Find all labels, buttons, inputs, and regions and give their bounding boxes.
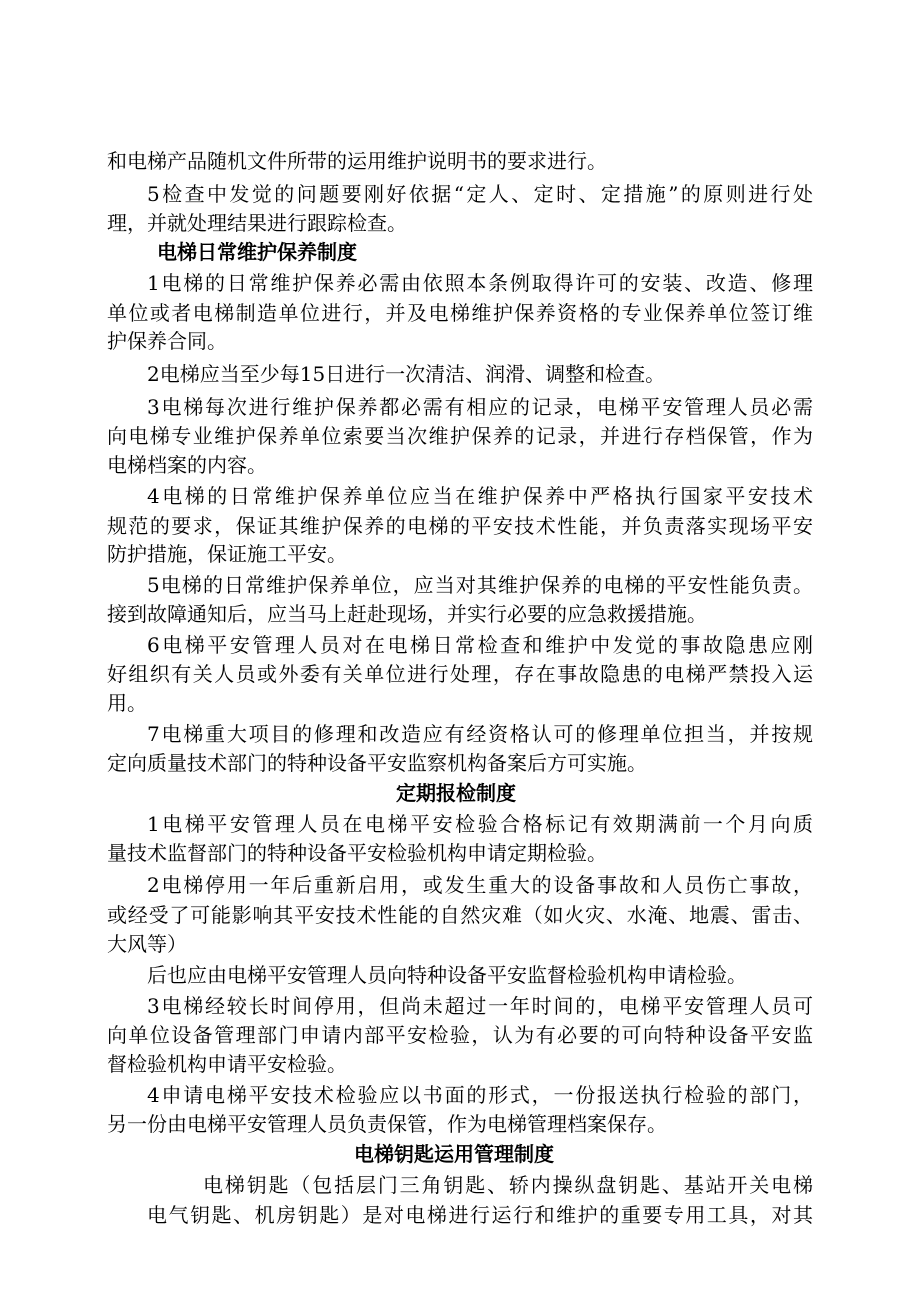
paragraph-line: 2电梯停用一年后重新启用，或发生重大的设备事故和人员伤亡事故， [147, 873, 813, 897]
paragraph-line: 1电梯的日常维护保养必需由依照本条例取得许可的安装、改造、修理 [147, 271, 813, 295]
paragraph-line: 好组织有关人员或外委有关单位进行处理，存在事故隐患的电梯严禁投入运 [107, 662, 813, 686]
section-heading-periodic-inspection: 定期报检制度 [396, 781, 516, 805]
paragraph-line: 电梯钥匙（包括层门三角钥匙、轿内操纵盘钥匙、基站开关电梯 [203, 1173, 813, 1197]
paragraph-line: 7电梯重大项目的修理和改造应有经资格认可的修理单位担当，并按规 [147, 722, 813, 746]
paragraph-line: 接到故障通知后，应当马上赶赴现场，并实行必要的应急救援措施。 [107, 602, 707, 626]
paragraph-line: 5检查中发觉的问题要刚好依据“定人、定时、定措施”的原则进行处 [147, 182, 813, 206]
paragraph-line: 3电梯每次进行维护保养都必需有相应的记录，电梯平安管理人员必需 [147, 395, 813, 419]
paragraph-line: 1电梯平安管理人员在电梯平安检验合格标记有效期满前一个月向质 [147, 812, 813, 836]
paragraph-line: 6电梯平安管理人员对在电梯日常检查和维护中发觉的事故隐患应刚 [147, 633, 813, 657]
paragraph-line: 电梯档案的内容。 [107, 453, 267, 477]
paragraph-line: 3电梯经较长时间停用，但尚未超过一年时间的，电梯平安管理人员可 [147, 994, 813, 1018]
paragraph-line: 另一份由电梯平安管理人员负责保管，作为电梯管理档案保存。 [107, 1112, 667, 1136]
paragraph-line: 规范的要求，保证其维护保养的电梯的平安技术性能，并负责落实现场平安 [107, 514, 813, 538]
paragraph-line: 防护措施，保证施工平安。 [107, 542, 347, 566]
paragraph-line: 大风等） [107, 932, 187, 956]
paragraph-line: 2电梯应当至少每15日进行一次清洁、润滑、调整和检查。 [147, 362, 666, 386]
paragraph-line: 4申请电梯平安技术检验应以书面的形式，一份报送执行检验的部门， [147, 1083, 813, 1107]
paragraph-line: 4电梯的日常维护保养单位应当在维护保养中严格执行国家平安技术 [147, 484, 813, 508]
paragraph-line: 量技术监督部门的特种设备平安检验机构申请定期检验。 [107, 841, 607, 865]
paragraph-line: 理，并就处理结果进行跟踪检查。 [107, 211, 407, 235]
paragraph-line: 5电梯的日常维护保养单位，应当对其维护保养的电梯的平安性能负责。 [147, 573, 813, 597]
paragraph-line: 用。 [107, 691, 147, 715]
paragraph-line: 向电梯专业维护保养单位索要当次维护保养的记录，并进行存档保管，作为 [107, 424, 813, 448]
section-heading-maintenance: 电梯日常维护保养制度 [157, 240, 357, 264]
paragraph-line: 护保养合同。 [107, 329, 227, 353]
paragraph-line: 单位或者电梯制造单位进行，并及电梯维护保养资格的专业保养单位签订维 [107, 301, 813, 325]
section-heading-key-management: 电梯钥匙运用管理制度 [354, 1142, 554, 1166]
paragraph-line: 向单位设备管理部门申请内部平安检验，认为有必要的可向特种设备平安监 [107, 1023, 813, 1047]
paragraph-line: 后也应由电梯平安管理人员向特种设备平安监督检验机构申请检验。 [147, 963, 747, 987]
paragraph-line: 和电梯产品随机文件所带的运用维护说明书的要求进行。 [107, 149, 607, 173]
paragraph-line: 电气钥匙、机房钥匙）是对电梯进行运行和维护的重要专用工具，对其 [147, 1203, 813, 1227]
paragraph-line: 定向质量技术部门的特种设备平安监察机构备案后方可实施。 [107, 751, 647, 775]
paragraph-line: 或经受了可能影响其平安技术性能的自然灾难（如火灾、水淹、地震、雷击、 [107, 903, 813, 927]
paragraph-line: 督检验机构申请平安检验。 [107, 1052, 347, 1076]
